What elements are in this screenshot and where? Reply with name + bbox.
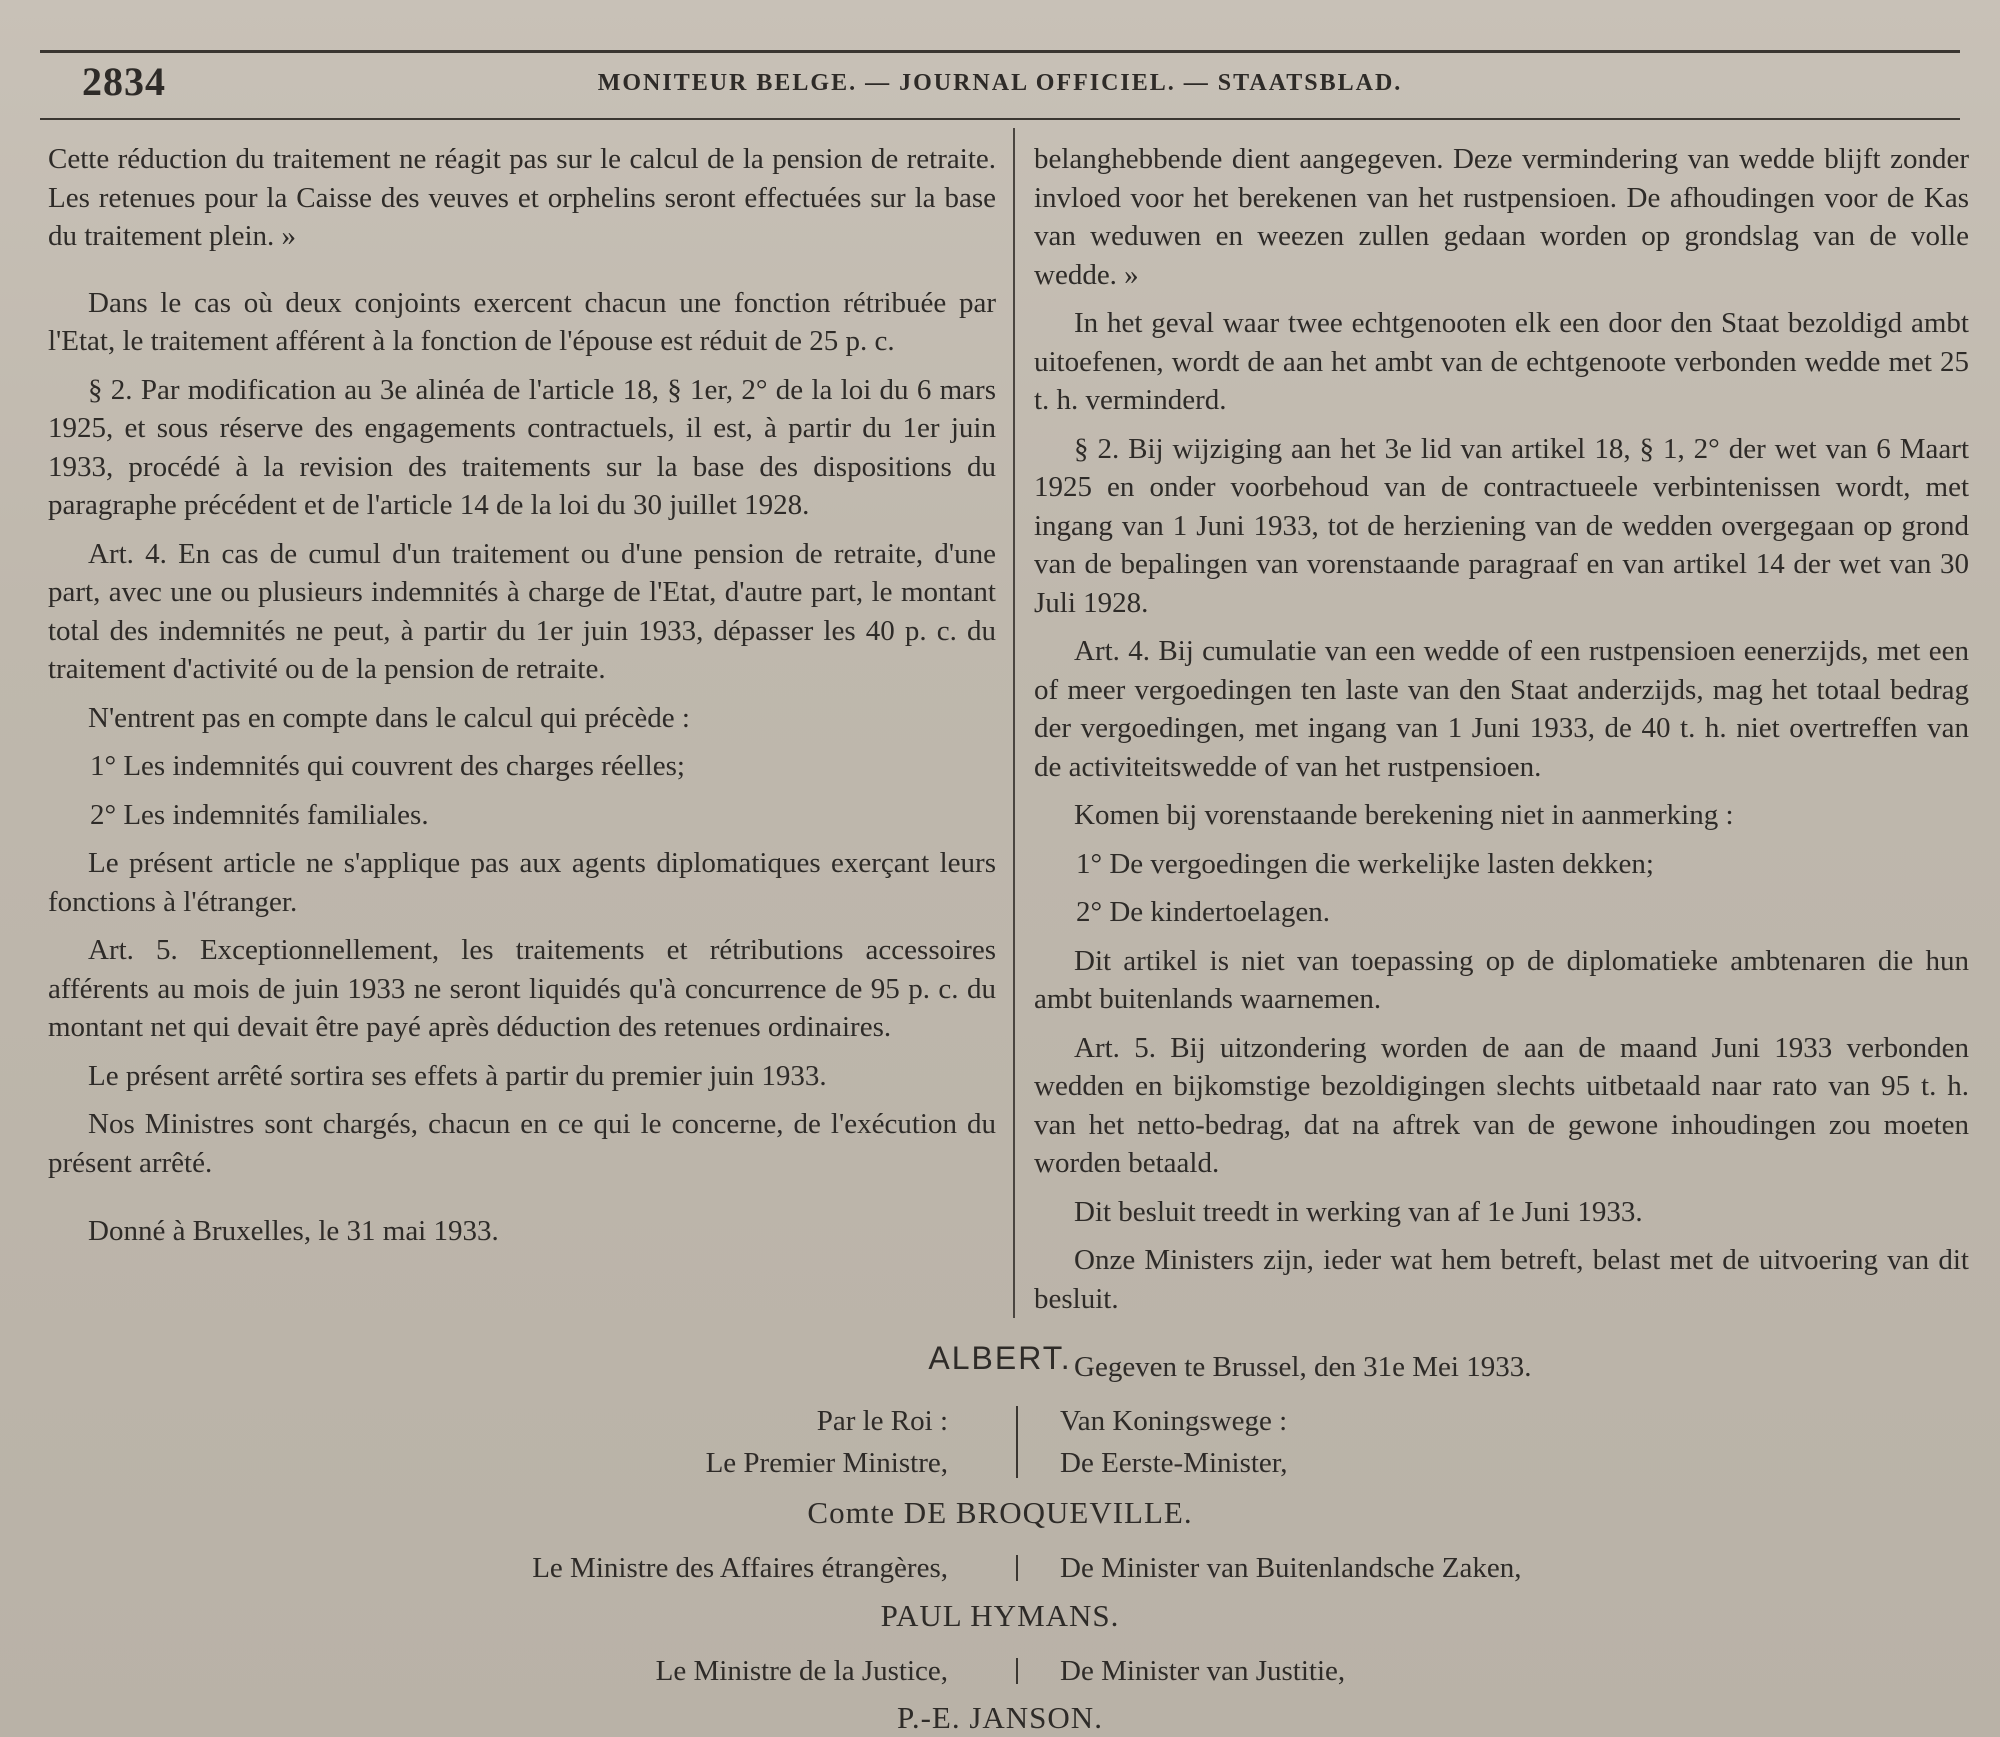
nl-article-5: Art. 5. Bij uitzondering worden de aan de maand Juni 1933 verbonden wedden en bijkomstige bezoldigingen slechts uitbetaald naar rato van 95 t. h. van het netto-bedrag, dat na aftrek van de gewone inhoudingen zou moeten worden betaald. bbox=[1034, 1031, 1969, 1179]
signature-divider bbox=[1016, 1406, 1018, 1478]
king-signature: ALBERT. bbox=[928, 1340, 1072, 1376]
top-rule bbox=[40, 50, 1960, 53]
signature-divider bbox=[1016, 1658, 1018, 1684]
prime-minister-name: Comte DE BROQUEVILLE. bbox=[807, 1495, 1193, 1530]
foreign-affairs-minister-name: PAUL HYMANS. bbox=[880, 1598, 1120, 1633]
fr-paragraph-3: § 2. Par modification au 3e alinéa de l'article 18, § 1er, 2° de la loi du 6 mars 1925, et sous réserve des engagements contractuels, il est, à partir du 1er juin 1933, procédé à la revision des traitements sur la base des dispositions du paragraphe précédent et de l'article 14 de la loi du 30 juillet 1928. bbox=[48, 373, 996, 521]
nl-paragraph-5: Komen bij vorenstaande berekening niet in aanmerking : bbox=[1074, 799, 1734, 831]
fr-article-5: Art. 5. Exceptionnellement, les traitements et rétributions accessoires afférents au mois de juin 1933 ne seront liquidés qu'à concurrence de 95 p. c. du montant net qui devait être payé après déduction des retenues ordinaires. bbox=[48, 934, 996, 1043]
by-king-nl: Van Koningswege : bbox=[1060, 1405, 1288, 1437]
prime-minister-title-nl: De Eerste-Minister, bbox=[1060, 1447, 1288, 1479]
justice-minister-name: P.-E. JANSON. bbox=[897, 1700, 1103, 1735]
header-rule bbox=[40, 118, 1960, 120]
fr-article-4: Art. 4. En cas de cumul d'un traitement ou d'une pension de retraite, d'une part, avec une ou plusieurs indemnités à charge de l'Etat, d'autre part, le montant total des indemnités ne peut, à partir du 1er juin 1933, dépasser les 40 p. c. du traitement d'activité ou de la pension de retraite. bbox=[48, 537, 996, 685]
french-column bbox=[48, 140, 996, 1261]
fr-paragraph-10: Le présent arrêté sortira ses effets à partir du premier juin 1933. bbox=[88, 1059, 827, 1092]
nl-paragraph-3: § 2. Bij wijziging aan het 3e lid van artikel 18, § 1, 2° der wet van 6 Maart 1925 en onder voorbehoud van de contractueele verbintenissen wordt, met ingang van 1 Juni 1933, tot de herziening van de wedden overgegaan op grond van de bepalingen van vorenstaande paragraaf en van artikel 14 der wet van 30 Juli 1928. bbox=[1034, 432, 1969, 619]
fr-paragraph-1: Cette réduction du traitement ne réagit pas sur le calcul de la pension de retraite. Les retenues pour la Caisse des veuves et orphelins seront effectuées sur la base du traitement plein. » bbox=[48, 143, 996, 252]
by-king-nl-block bbox=[1060, 1400, 1288, 1484]
by-king-fr-block bbox=[706, 1400, 948, 1484]
fr-paragraph-2: Dans le cas où deux conjoints exercent chacun une fonction rétribuée par l'Etat, le traitement afférent à la fonction de l'épouse est réduit de 25 p. c. bbox=[48, 286, 996, 357]
foreign-affairs-title-nl: De Minister van Buitenlandsche Zaken, bbox=[1060, 1552, 1522, 1584]
signature-divider bbox=[1016, 1555, 1018, 1581]
page-number: 2834 bbox=[82, 59, 166, 104]
justice-title-fr: Le Ministre de la Justice, bbox=[655, 1655, 948, 1687]
nl-item-1: 1° De vergoedingen die werkelijke lasten dekken; bbox=[1076, 847, 1654, 880]
fr-item-2: 2° Les indemnités familiales. bbox=[90, 798, 429, 831]
column-divider bbox=[1013, 128, 1015, 1318]
dutch-column bbox=[1034, 140, 1969, 1397]
nl-paragraph-11: Onze Ministers zijn, ieder wat hem betreft, belast met de uitvoering van dit besluit. bbox=[1034, 1244, 1969, 1315]
foreign-affairs-title-fr: Le Ministre des Affaires étrangères, bbox=[532, 1552, 948, 1584]
nl-paragraph-10: Dit besluit treedt in werking van af 1e Juni 1933. bbox=[1074, 1195, 1643, 1228]
masthead: MONITEUR BELGE. — JOURNAL OFFICIEL. — STAATSBLAD. bbox=[597, 70, 1403, 96]
justice-title-nl: De Minister van Justitie, bbox=[1060, 1655, 1346, 1687]
fr-paragraph-5: N'entrent pas en compte dans le calcul qui précède : bbox=[88, 701, 690, 734]
nl-given-at: Gegeven te Brussel, den 31e Mei 1933. bbox=[1074, 1351, 1532, 1383]
nl-paragraph-2: In het geval waar twee echtgenooten elk een door den Staat bezoldigd ambt uitoefenen, wordt de aan het ambt van de echtgenoote verbonden wedde met 25 t. h. verminderd. bbox=[1034, 307, 1969, 416]
prime-minister-title-fr: Le Premier Ministre, bbox=[705, 1447, 948, 1479]
nl-paragraph-8: Dit artikel is niet van toepassing op de diplomatieke ambtenaren die hun ambt buitenlands waarnemen. bbox=[1034, 944, 1969, 1015]
nl-item-2: 2° De kindertoelagen. bbox=[1076, 896, 1330, 928]
fr-given-at: Donné à Bruxelles, le 31 mai 1933. bbox=[88, 1215, 499, 1247]
by-king-fr: Par le Roi : bbox=[816, 1405, 948, 1437]
fr-paragraph-11: Nos Ministres sont chargés, chacun en ce qui le concerne, de l'exécution du présent arrêté. bbox=[48, 1108, 996, 1179]
nl-article-4: Art. 4. Bij cumulatie van een wedde of een rustpensioen eenerzijds, met een of meer vergoedingen ten laste van den Staat anderzijds, mag het totaal bedrag der vergoedingen, met ingang van 1 Juni 1933, de 40 t. h. niet overtreffen van de activiteitswedde of van het rustpensioen. bbox=[1034, 635, 1969, 783]
fr-item-1: 1° Les indemnités qui couvrent des charges réelles; bbox=[90, 750, 685, 782]
nl-paragraph-1: belanghebbende dient aangegeven. Deze vermindering van wedde blijft zonder invloed voor het berekenen van het rustpensioen. De afhoudingen voor de Kas van weduwen en weezen zullen gedaan worden op grondslag van de volle wedde. » bbox=[1034, 143, 1969, 291]
fr-paragraph-8: Le présent article ne s'applique pas aux agents diplomatiques exerçant leurs fonctions à l'étranger. bbox=[48, 847, 996, 918]
